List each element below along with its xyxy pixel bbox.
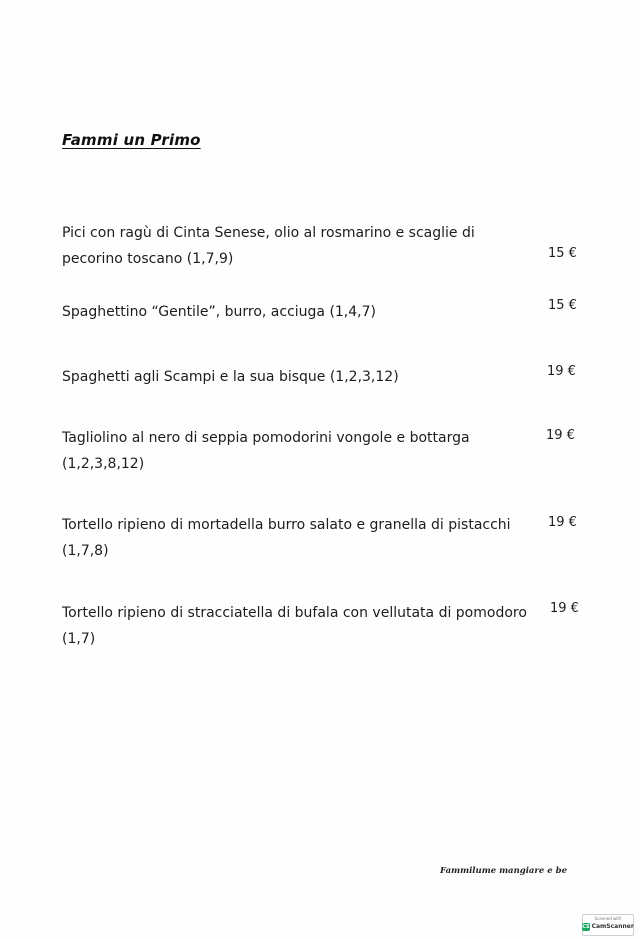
menu-item bbox=[62, 364, 582, 390]
dish-price: 19 € bbox=[550, 601, 579, 616]
menu-item bbox=[62, 299, 582, 325]
footer-text: Fammilume mangiare e be bbox=[440, 866, 567, 876]
dish-name: Tortello ripieno di mortadella burro salato e granella di pistacchi (1,7,8) bbox=[62, 517, 511, 559]
dish-name: Tagliolino al nero di seppia pomodorini vongole e bottarga (1,2,3,8,12) bbox=[62, 430, 470, 472]
dish-name: Spaghettino “Gentile”, burro, acciuga (1,4,7) bbox=[62, 304, 376, 320]
dish-price: 19 € bbox=[548, 515, 577, 530]
camscanner-logo-icon: CS bbox=[582, 923, 590, 930]
menu-item bbox=[62, 600, 582, 652]
menu-item bbox=[62, 512, 582, 564]
dish-price: 19 € bbox=[547, 364, 576, 379]
camscanner-watermark bbox=[582, 914, 634, 936]
dish-name: Spaghetti agli Scampi e la sua bisque (1,2,3,12) bbox=[62, 369, 399, 385]
section-title: Fammi un Primo bbox=[62, 131, 201, 149]
dish-price: 15 € bbox=[548, 246, 577, 261]
dish-name: Pici con ragù di Cinta Senese, olio al rosmarino e scaglie di pecorino toscano (1,7,9) bbox=[62, 225, 475, 267]
menu-item bbox=[62, 220, 582, 272]
menu-item bbox=[62, 425, 582, 477]
watermark-caption: Scanned with bbox=[594, 916, 622, 921]
watermark-brand: CamScanner bbox=[591, 923, 634, 930]
dish-price: 15 € bbox=[548, 298, 577, 313]
dish-name: Tortello ripieno di stracciatella di bufala con vellutata di pomodoro (1,7) bbox=[62, 605, 527, 647]
dish-price: 19 € bbox=[546, 428, 575, 443]
